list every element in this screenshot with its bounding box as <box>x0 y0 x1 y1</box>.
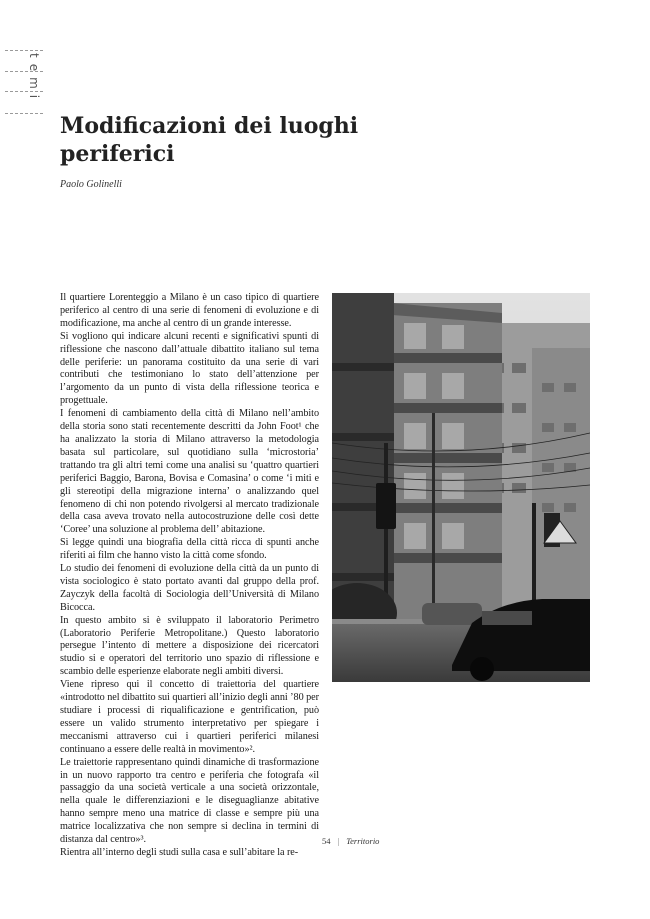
page-footer <box>322 836 379 846</box>
title-line-2: periferici <box>60 141 175 167</box>
paragraph: Si legge quindi una biografia della città ricca di spunti anche riferiti ai film che hanno visto la città come sfondo. <box>60 537 319 562</box>
title-line-1: Modificazioni dei luoghi <box>60 113 359 139</box>
section-label: temi <box>27 53 41 105</box>
paragraph: Il quartiere Lorenteggio a Milano è un caso tipico di quartiere periferico al centro di una serie di fenomeni di evoluzione e di modificazione, ma anche al centro di un grande interesse. <box>60 292 319 329</box>
page-number: 54 <box>322 836 331 846</box>
paragraph: Rientra all’interno degli studi sulla casa e sull’abitare la re- <box>60 846 299 858</box>
paragraph: I fenomeni di cambiamento della città di Milano nell’ambito della storia sono stati recentemente descritti da John Foot¹ che ha analizzato la storia di Milano attraverso la metodologia basata sul particolare, sul quotidiano sulla ‘microstoria’ trattando tra gli altri temi come una analisi su ‘quattro quartieri periferici Baggio, Barona, Bovisa e Comasina’ o come ‘i miti e gli stereotipi della migrazione interna’ o analizzando quel fenomeno di chi non potendo rivolgersi al mercato tradizionale della casa aveva trovato nella autocostruzione delle così dette ‘Coree’ una soluzione al problema dell’ abitazione. <box>60 408 319 536</box>
article-author: Paolo Golinelli <box>60 179 122 190</box>
paragraph: Si vogliono qui indicare alcuni recenti e significativi spunti di riflessione che nascono dall’attuale dibattito italiano sul tema delle periferie: un panorama costituito da una serie di vari contributi che testimoniano lo stato dell’attenzione per l’argomento da un punto di vista della riflessione teorica e progettuale. <box>60 330 319 407</box>
section-tab <box>5 50 43 114</box>
article-title <box>60 112 360 168</box>
paragraph: In questo ambito si è sviluppato il laboratorio Perimetro (Laboratorio Periferie Metropolitane.) Questo laboratorio persegue l’intento di mettere a disposizione dei ricercatori studio si e operatori del territorio uno spazio di riflessione e scambio delle esperienze elaborate negli ambiti diversi. <box>60 614 319 678</box>
street-photo <box>332 293 590 682</box>
journal-name: Territorio <box>346 836 380 846</box>
paragraph: Le traiettorie rappresentano quindi dinamiche di trasformazione in un nuovo rapporto tra centro e periferia che fotografa «il passaggio da una società verticale a una società orizzontale, nella quale le differenziazioni e le diseguaglianze abitative hanno sempre meno una matrice di classe e sempre più una matrice localizzativa che non sempre si declina in termini di distanza dal centro»³. <box>60 756 319 846</box>
footer-separator: | <box>337 836 340 846</box>
article-body <box>60 292 319 860</box>
paragraph: Viene ripreso qui il concetto di traiettoria del quartiere «introdotto nel dibattito sui quartieri all’inizio degli anni ’80 per studiare i processi di riqualificazione e gentrification, può essere un valido strumento interpretativo per spiegare i meccanismi attraverso cui i quartieri periferici milanesi continuano a essere delle realtà in movimento»². <box>60 679 319 755</box>
paragraph: Lo studio dei fenomeni di evoluzione della città da un punto di vista sociologico è stato portato avanti dal gruppo della prof. Zayczyk della facoltà di Sociologia dell’Università di Milano Bicocca. <box>60 563 319 613</box>
